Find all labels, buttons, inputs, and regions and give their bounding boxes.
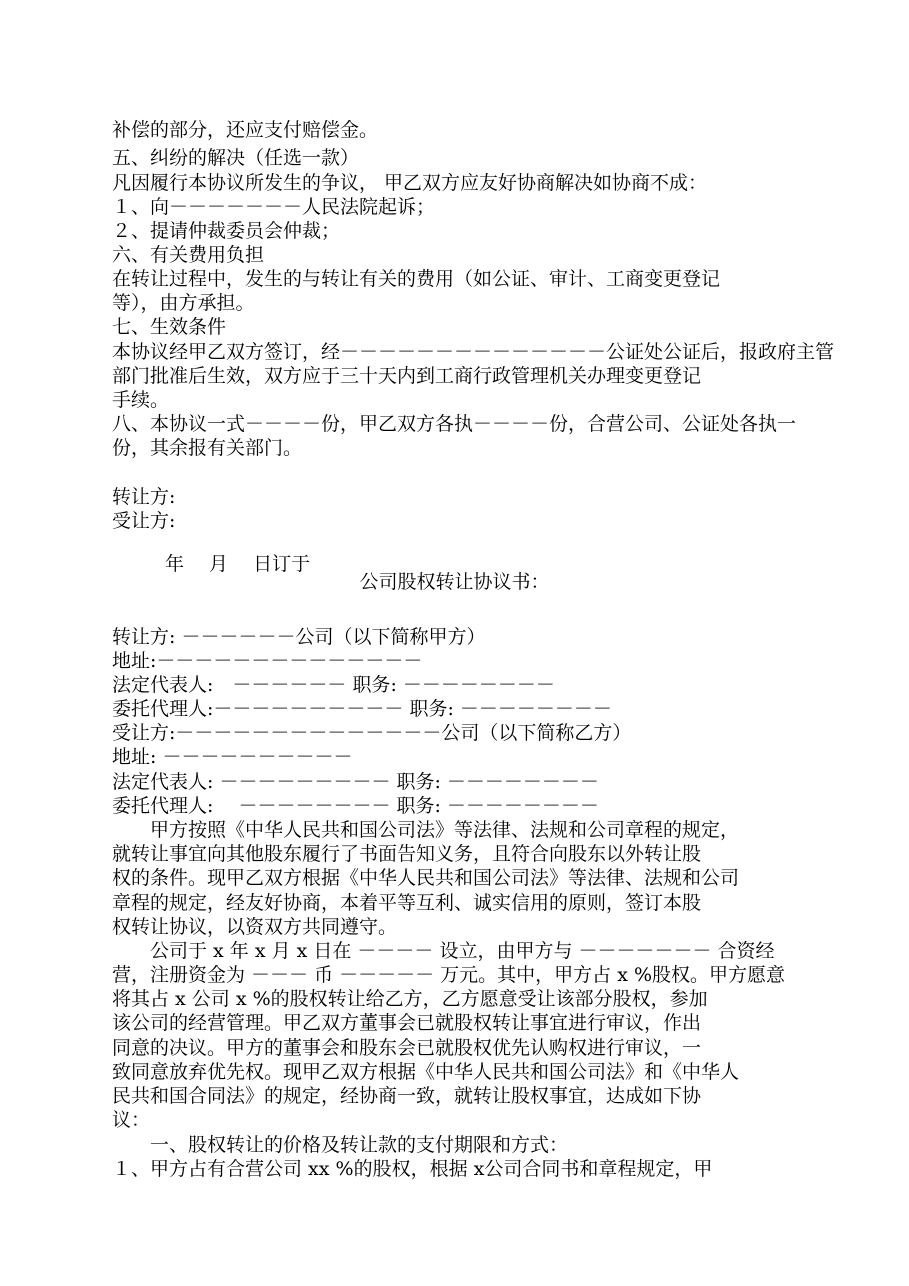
paragraph-line: 议： bbox=[112, 1109, 151, 1131]
transferee-signature-label: 受让方: bbox=[112, 510, 176, 532]
section-heading-effective: 七、生效条件 bbox=[112, 316, 227, 338]
paragraph-line: 公司于 x 年 x 月 x 日在 －－－－ 设立，由甲方与 －－－－－－－ 合资经 bbox=[150, 940, 775, 962]
clause-item: １、甲方占有合营公司 xx %的股权，根据 x公司合同书和章程规定，甲 bbox=[112, 1158, 713, 1180]
party-line: 法定代表人: －－－－－－ 职务: －－－－－－－－ bbox=[112, 674, 555, 696]
party-line: 法定代表人: －－－－－－－－－ 职务: －－－－－－－－ bbox=[112, 771, 599, 793]
text-line: 补偿的部分，还应支付赔偿金。 bbox=[112, 119, 379, 141]
party-line: 委托代理人: －－－－－－－－ 职务: －－－－－－－－ bbox=[112, 795, 599, 817]
text-line: 八、本协议一式－－－－份，甲乙双方各执－－－－份，合营公司、公证处各执一 bbox=[112, 413, 797, 435]
paragraph-line: 营，注册资金为 －－－ 币 －－－－－ 万元。其中，甲方占 x %股权。甲方愿意 bbox=[112, 964, 786, 986]
party-line: 受让方:－－－－－－－－－－－－－－公司（以下简称乙方） bbox=[112, 722, 632, 744]
text-line: 凡因履行本协议所发生的争议， 甲乙双方应友好协商解决如协商不成： bbox=[112, 172, 708, 194]
paragraph-line: 同意的决议。甲方的董事会和股东会已就股权优先认购权进行审议，一 bbox=[112, 1037, 702, 1059]
paragraph-line: 权转让协议，以资双方共同遵守。 bbox=[112, 916, 398, 938]
party-line: 地址: －－－－－－－－－－ bbox=[112, 746, 353, 768]
paragraph-line: 民共和国合同法》的规定，经协商一致，就转让股权事宜，达成如下协 bbox=[112, 1085, 702, 1107]
paragraph-line: 将其占 x 公司 x %的股权转让给乙方，乙方愿意受让该部分股权，参加 bbox=[112, 988, 708, 1010]
document-title: 公司股权转让协议书： bbox=[359, 571, 550, 593]
text-line: 份，其余报有关部门。 bbox=[112, 437, 303, 459]
text-line: 部门批准后生效，双方应于三十天内到工商行政管理机关办理变更登记 bbox=[112, 365, 702, 387]
paragraph-line: 权的条件。现甲乙双方根据《中华人民共和国公司法》等法律、法规和公司 bbox=[112, 867, 740, 889]
section-heading-price: 一、股权转让的价格及转让款的支付期限和方式： bbox=[150, 1134, 569, 1156]
paragraph-line: 该公司的经营管理。甲乙双方董事会已就股权转让事宜进行审议，作出 bbox=[112, 1012, 702, 1034]
text-line: 在转让过程中，发生的与转让有关的费用（如公证、审计、工商变更登记 bbox=[112, 268, 721, 290]
text-line: １、向－－－－－－－人民法院起诉； bbox=[112, 196, 436, 218]
paragraph-line: 就转让事宜向其他股东履行了书面告知义务，且符合向股东以外转让股 bbox=[112, 843, 702, 865]
paragraph-line: 甲方按照《中华人民共和国公司法》等法律、法规和公司章程的规定， bbox=[150, 819, 740, 841]
text-line: 本协议经甲乙双方签订，经－－－－－－－－－－－－－－公证处公证后，报政府主管 bbox=[112, 341, 835, 363]
paragraph-line: 致同意放弃优先权。现甲乙双方根据《中华人民共和国公司法》和《中华人 bbox=[112, 1061, 740, 1083]
text-line: 等），由方承担。 bbox=[112, 292, 255, 314]
paragraph-line: 章程的规定，经友好协商，本着平等互利、诚实信用的原则，签订本股 bbox=[112, 892, 702, 914]
section-heading-dispute: 五、纠纷的解决（任选一款） bbox=[112, 147, 360, 169]
party-line: 转让方: －－－－－－公司（以下简称甲方） bbox=[112, 626, 486, 648]
party-line: 地址:－－－－－－－－－－－－－－ bbox=[112, 650, 423, 672]
sign-date: 年 月 日订于 bbox=[165, 553, 311, 575]
party-line: 委托代理人:－－－－－－－－－－ 职务: －－－－－－－－ bbox=[112, 698, 612, 720]
section-heading-fees: 六、有关费用负担 bbox=[112, 244, 265, 266]
text-line: ２、提请仲裁委员会仲裁； bbox=[112, 220, 341, 242]
transferor-signature-label: 转让方: bbox=[112, 486, 176, 508]
text-line: 手续。 bbox=[112, 389, 170, 411]
